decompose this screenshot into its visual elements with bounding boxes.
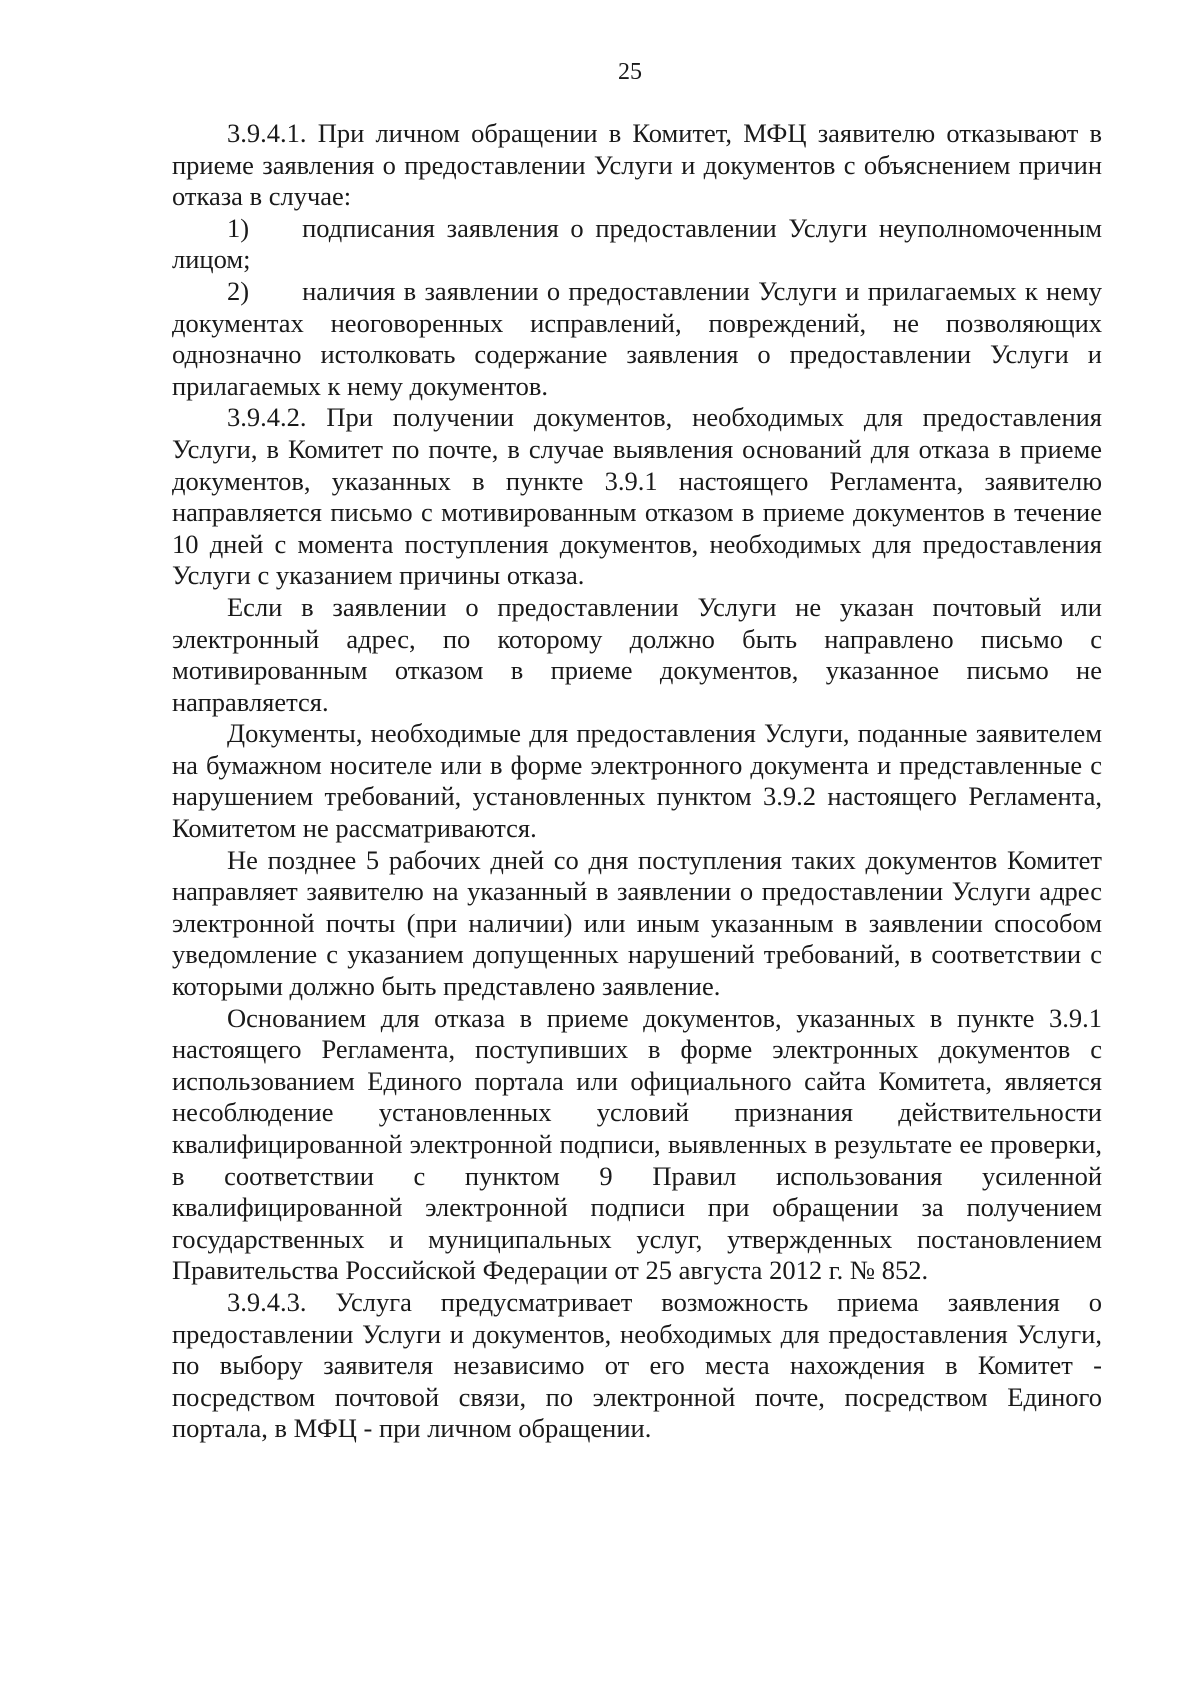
paragraph-3-9-4-1: 3.9.4.1. При личном обращении в Комитет, МФЦ заявителю отказывают в приеме заявления о предоставлении Услуги и документов с объяснением причин отказа в случае: (172, 118, 1102, 212)
page-number: 25 (618, 59, 642, 85)
document-body (172, 118, 1102, 1445)
paragraph-documents-not-considered: Документы, необходимые для предоставления Услуги, поданные заявителем на бумажном носителе или в форме электронного документа и представленные с нарушением требований, установленных пунктом 3.9.2 настоящего Регламента, Комитетом не рассматриваются. (172, 718, 1102, 844)
paragraph-3-9-4-2: 3.9.4.2. При получении документов, необходимых для предоставления Услуги, в Комитет по почте, в случае выявления оснований для отказа в приеме документов, указанных в пункте 3.9.1 настоящего Регламента, заявителю направляется письмо с мотивированным отказом в приеме документов в течение 10 дней с момента поступления документов, необходимых для предоставления Услуги с указанием причины отказа. (172, 402, 1102, 591)
list-item-2: 2) наличия в заявлении о предоставлении Услуги и прилагаемых к нему документах неоговоренных исправлений, повреждений, не позволяющих однозначно истолковать содержание заявления о предоставлении Услуги и прилагаемых к нему документов. (172, 275, 1102, 401)
paragraph-3-9-4-3: 3.9.4.3. Услуга предусматривает возможность приема заявления о предоставлении Услуги и документов, необходимых для предоставления Услуги, по выбору заявителя независимо от его места нахождения в Комитет - посредством почтовой связи, по электронной почте, посредством Единого портала, в МФЦ - при личном обращении. (172, 1286, 1102, 1444)
paragraph-no-address: Если в заявлении о предоставлении Услуги не указан почтовый или электронный адрес, по которому должно быть направлено письмо с мотивированным отказом в приеме документов, указанное письмо не направляется. (172, 591, 1102, 717)
paragraph-notification-deadline: Не позднее 5 рабочих дней со дня поступления таких документов Комитет направляет заявителю на указанный в заявлении о предоставлении Услуги адрес электронной почты (при наличии) или иным указанным в заявлении способом уведомление с указанием допущенных нарушений требований, в соответствии с которыми должно быть представлено заявление. (172, 844, 1102, 1002)
list-item-1: 1) подписания заявления о предоставлении Услуги неуполномоченным лицом; (172, 212, 1102, 275)
paragraph-electronic-signature: Основанием для отказа в приеме документов, указанных в пункте 3.9.1 настоящего Регламента, поступивших в форме электронных документов с использованием Единого портала или официального сайта Комитета, является несоблюдение установленных условий признания действительности квалифицированной электронной подписи, выявленных в результате ее проверки, в соответствии с пунктом 9 Правил использования усиленной квалифицированной электронной подписи при обращении за получением государственных и муниципальных услуг, утвержденных постановлением Правительства Российской Федерации от 25 августа 2012 г. № 852. (172, 1002, 1102, 1286)
